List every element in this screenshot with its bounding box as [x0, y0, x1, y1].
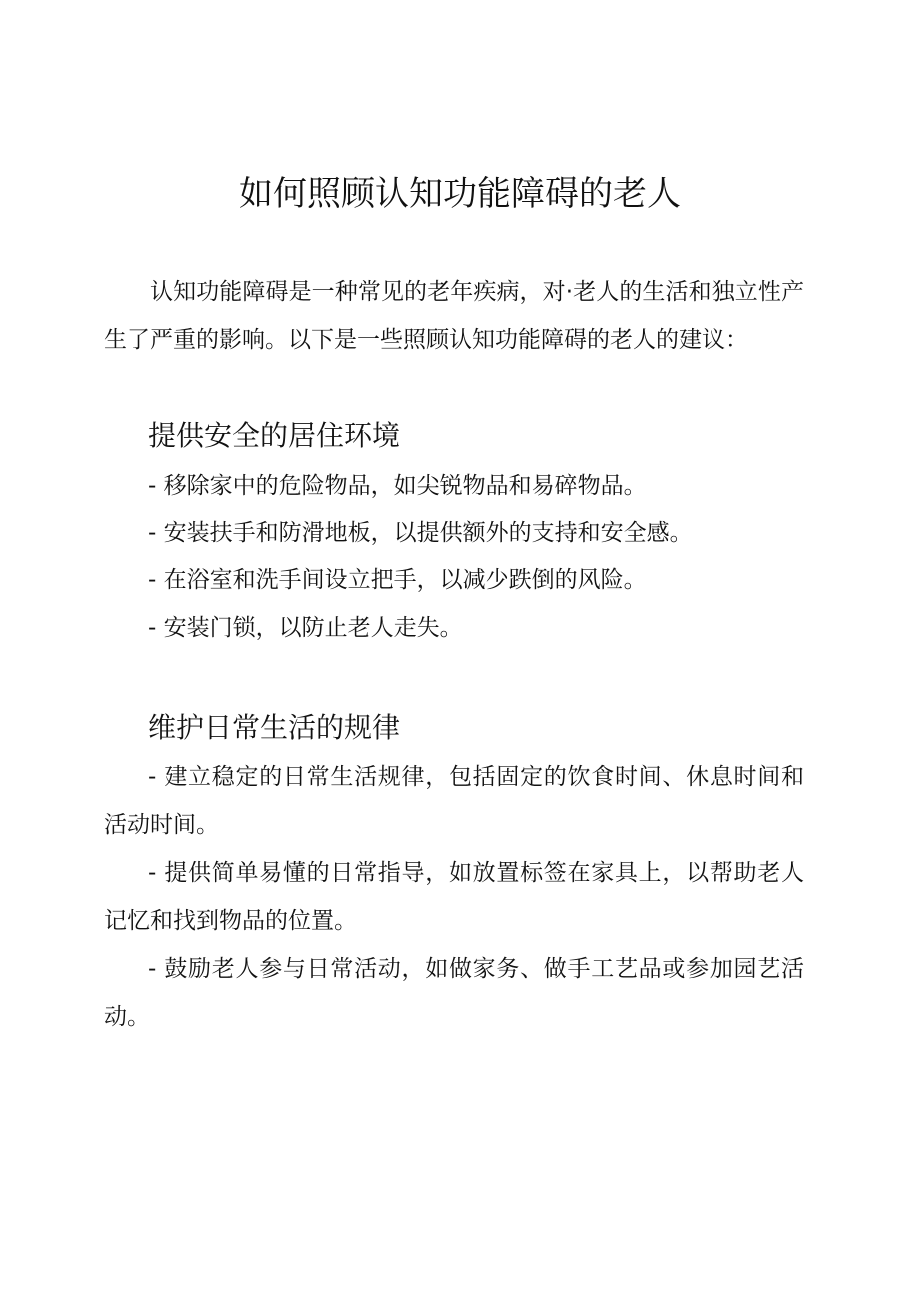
section-heading-daily-routine: 维护日常生活的规律 — [148, 711, 401, 744]
list-item: - 在浴室和洗手间设立把手，以减少跌倒的风险。 — [148, 567, 647, 593]
document-title: 如何照顾认知功能障碍的老人 — [239, 174, 681, 214]
list-item: - 提供简单易懂的日常指导，如放置标签在家具上，以帮助老人记忆和找到物品的位置。 — [104, 860, 804, 934]
list-item: - 建立稳定的日常生活规律，包括固定的饮食时间、休息时间和活动时间。 — [104, 764, 804, 838]
list-item: - 鼓励老人参与日常活动，如做家务、做手工艺品或参加园艺活动。 — [104, 956, 804, 1030]
list-item: - 移除家中的危险物品，如尖锐物品和易碎物品。 — [148, 473, 647, 499]
list-item: - 安装扶手和防滑地板，以提供额外的支持和安全感。 — [148, 520, 693, 546]
section-heading-safe-environment: 提供安全的居住环境 — [148, 419, 401, 452]
list-item: - 安装门锁，以防止老人走失。 — [148, 615, 463, 641]
intro-paragraph: 认知功能障碍是一种常见的老年疾病，对·老人的生活和独立性产生了严重的影响。以下是一些照顾认知功能障碍的老人的建议： — [104, 279, 804, 353]
